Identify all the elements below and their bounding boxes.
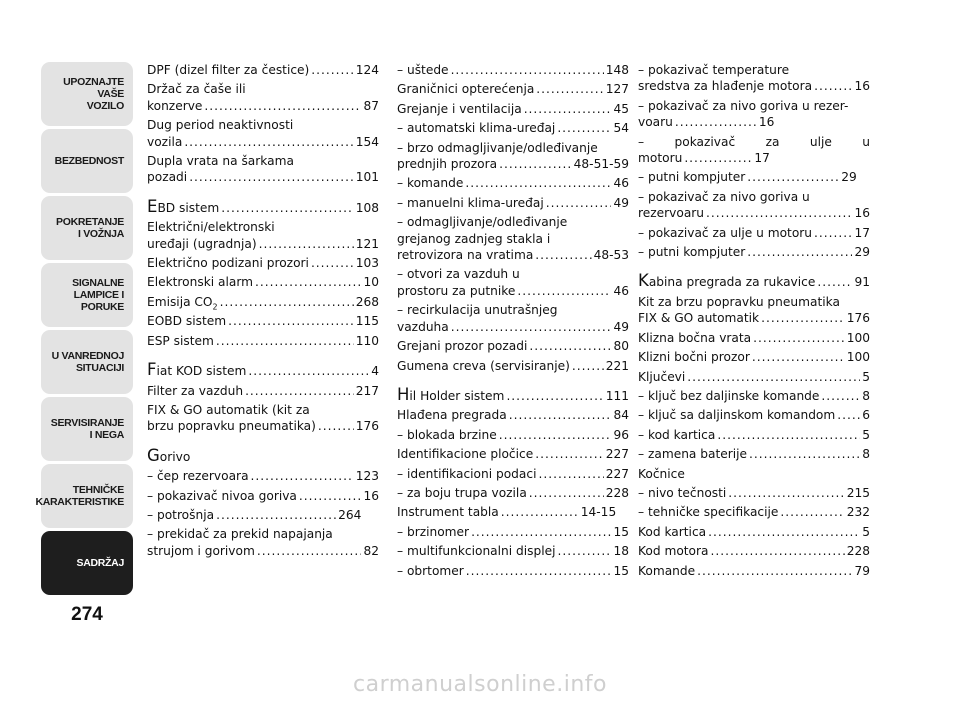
entry-page: 4 xyxy=(371,364,379,379)
index-column-3 xyxy=(638,62,870,582)
index-entry[interactable] xyxy=(397,266,629,299)
entry-label: – kod kartica xyxy=(638,427,716,442)
entry-word: ulje xyxy=(809,134,832,149)
section-letter: F xyxy=(147,360,157,380)
entry-page: 176 xyxy=(846,311,870,326)
entry-label: Hlađena pregrada xyxy=(397,408,507,423)
entry-label: Ključevi xyxy=(638,369,686,384)
entry-label: retrovizora na vratima xyxy=(397,248,534,263)
entry-word: u xyxy=(862,134,870,149)
index-entry[interactable] xyxy=(147,153,379,186)
entry-page: 227 xyxy=(605,447,629,462)
entry-label: brzu popravku pneumatika) xyxy=(147,419,316,434)
entry-page: 6 xyxy=(862,408,870,423)
entry-label: – pokazivač temperature xyxy=(638,63,790,77)
entry-page: 96 xyxy=(613,427,629,442)
entry-label: Kit za brzu popravku pneumatika xyxy=(638,294,840,309)
entry-page: 110 xyxy=(355,333,379,348)
entry-label: – ključ sa daljinskom komandom xyxy=(638,408,836,423)
index-entry[interactable] xyxy=(397,302,629,335)
entry-label: – tehničke specifikacije xyxy=(638,505,779,520)
index-entry[interactable] xyxy=(638,349,870,365)
tab-label: TEHNIČKE KARAKTERISTIKE xyxy=(35,484,124,508)
index-entry[interactable] xyxy=(397,384,629,404)
entry-label: pozadi xyxy=(147,170,188,185)
entry-label: – odmagljivanje/odleđivanje xyxy=(397,215,568,230)
index-entry[interactable] xyxy=(397,120,629,136)
index-entry[interactable] xyxy=(147,362,379,379)
index-entry[interactable] xyxy=(397,524,629,540)
index-entry[interactable] xyxy=(397,81,629,97)
entry-page: 14-15 xyxy=(580,505,617,520)
index-column-2 xyxy=(397,62,629,582)
entry-label: – pokazivač za nivo goriva u rezer- xyxy=(638,98,849,113)
entry-page: 46 xyxy=(613,176,629,191)
entry-label: FIX & GO automatik xyxy=(638,311,760,326)
entry-page: 108 xyxy=(355,200,379,215)
entry-page: 228 xyxy=(846,544,870,559)
entry-label: EOBD sistem xyxy=(147,314,227,329)
entry-label: – pokazivač nivoa goriva xyxy=(147,488,297,503)
entry-label: – nivo tečnosti xyxy=(638,485,727,500)
entry-page: 123 xyxy=(355,469,379,484)
entry-label: Kočnice xyxy=(638,466,685,481)
entry-label: – identifikacioni podaci xyxy=(397,466,537,481)
entry-page: 217 xyxy=(355,383,379,398)
index-entry[interactable] xyxy=(638,369,870,385)
index-entry[interactable] xyxy=(638,485,870,501)
page-number: 274 xyxy=(71,604,103,625)
entry-label: – pokazivač za nivo goriva u xyxy=(638,189,810,204)
index-entry[interactable] xyxy=(638,427,870,443)
entry-page: 101 xyxy=(355,170,379,185)
entry-label: Graničnici opterećenja xyxy=(397,82,535,97)
entry-page: 115 xyxy=(355,314,379,329)
entry-label: – manuelni klima-uređaj xyxy=(397,195,544,210)
index-entry[interactable] xyxy=(147,526,379,559)
entry-label: vozila xyxy=(147,134,183,149)
entry-label: – multifunkcionalni displej xyxy=(397,544,556,559)
entry-page: 16 xyxy=(854,206,870,221)
entry-page: 268 xyxy=(355,294,379,309)
entry-label: Elektronski alarm xyxy=(147,275,254,290)
index-entry[interactable] xyxy=(147,62,379,78)
index-entry[interactable] xyxy=(397,338,629,354)
index-entry[interactable] xyxy=(397,358,629,374)
index-entry[interactable] xyxy=(147,383,379,399)
entry-label: Klizni bočni prozor xyxy=(638,350,750,365)
entry-page: 16 xyxy=(758,115,775,130)
index-entry[interactable] xyxy=(397,427,629,443)
index-entry[interactable] xyxy=(147,255,379,271)
index-entry[interactable] xyxy=(638,225,870,241)
entry-label: Gumena creva (servisiranje) xyxy=(397,358,570,373)
index-entry[interactable] xyxy=(638,134,870,167)
entry-label: Dupla vrata na šarkama xyxy=(147,154,294,169)
entry-label: – komande xyxy=(397,176,464,191)
entry-page: 127 xyxy=(605,82,629,97)
entry-page: 232 xyxy=(846,505,870,520)
entry-page: 16 xyxy=(854,79,870,94)
entry-label: – ključ bez daljinske komande xyxy=(638,388,820,403)
entry-page: 54 xyxy=(613,121,629,136)
entry-page: 5 xyxy=(862,427,870,442)
entry-label: Filter za vazduh xyxy=(147,383,244,398)
entry-page: 17 xyxy=(854,225,870,240)
index-entry[interactable] xyxy=(397,175,629,191)
entry-label: – potrošnja xyxy=(147,507,215,522)
section-letter: G xyxy=(147,445,160,465)
tab-sadrzaj[interactable] xyxy=(41,531,133,595)
index-entry[interactable] xyxy=(397,214,629,263)
index-entry[interactable] xyxy=(638,407,870,423)
index-entry[interactable] xyxy=(147,402,379,435)
entry-page: 48-51-59 xyxy=(573,157,629,172)
entry-label: Grejani prozor pozadi xyxy=(397,339,528,354)
entry-page: 176 xyxy=(355,419,379,434)
index-column-1 xyxy=(147,62,379,562)
index-entry[interactable] xyxy=(638,504,870,520)
index-entry[interactable] xyxy=(397,446,629,462)
index-entry[interactable] xyxy=(638,524,870,540)
entry-page: 121 xyxy=(355,236,379,251)
entry-page: 8 xyxy=(862,388,870,403)
index-entry[interactable] xyxy=(397,407,629,423)
entry-label: prednjih prozora xyxy=(397,157,498,172)
entry-page: 124 xyxy=(355,63,379,77)
entry-label: Kod motora xyxy=(638,544,709,559)
entry-page: 5 xyxy=(862,524,870,539)
entry-label: uređaji (ugradnja) xyxy=(147,236,257,251)
entry-label: Instrument tabla xyxy=(397,505,499,520)
entry-label: abina pregrada za rukavice xyxy=(648,275,816,290)
index-entry[interactable] xyxy=(397,62,629,78)
entry-label: ESP sistem xyxy=(147,333,214,348)
entry-page: 91 xyxy=(854,275,870,290)
index-entry[interactable] xyxy=(147,219,379,252)
index-entry[interactable] xyxy=(147,488,379,504)
entry-page: 228 xyxy=(605,485,629,500)
index-entry[interactable] xyxy=(147,117,379,150)
index-entry[interactable] xyxy=(638,563,870,579)
index-entry[interactable] xyxy=(147,196,379,216)
entry-label: – brzo odmagljivanje/odleđivanje xyxy=(397,140,598,155)
tab-label: U VANREDNOJ SITUACIJI xyxy=(51,350,124,374)
index-entry[interactable] xyxy=(147,333,379,349)
index-entry[interactable] xyxy=(638,169,870,185)
entry-label: BD sistem xyxy=(157,200,220,215)
entry-label: il Holder sistem xyxy=(409,388,505,403)
entry-page: 17 xyxy=(754,151,770,166)
index-entry[interactable] xyxy=(397,101,629,117)
entry-page: 100 xyxy=(846,330,870,345)
entry-page: 48-53 xyxy=(593,248,629,263)
tab-servisiranje-i-nega[interactable] xyxy=(41,397,133,461)
entry-page: 5 xyxy=(862,369,870,384)
index-entry[interactable] xyxy=(147,294,379,310)
index-entry[interactable] xyxy=(147,313,379,329)
subscript: 2 xyxy=(212,302,218,312)
entry-page: 154 xyxy=(355,134,379,149)
entry-label: – za boju trupa vozila xyxy=(397,485,527,500)
entry-label: prostoru za putnike xyxy=(397,283,516,298)
entry-page: 45 xyxy=(613,101,629,116)
entry-page: 49 xyxy=(613,195,629,210)
tab-pokretanje-i-voznja[interactable] xyxy=(41,196,133,260)
entry-page: 103 xyxy=(355,256,379,271)
entry-label: – čep rezervoara xyxy=(147,469,249,484)
entry-page: 29 xyxy=(841,170,857,185)
index-entry[interactable] xyxy=(147,81,379,114)
entry-page: 82 xyxy=(363,543,379,558)
entry-page: 15 xyxy=(613,524,629,539)
index-entry[interactable] xyxy=(397,543,629,559)
entry-label: Držač za čaše ili xyxy=(147,82,246,97)
entry-page: 227 xyxy=(605,466,629,481)
entry-label: voaru xyxy=(638,115,673,130)
entry-label: – recirkulacija unutrašnjeg xyxy=(397,303,558,318)
entry-label: iat KOD sistem xyxy=(156,364,247,379)
entry-page: 46 xyxy=(613,283,629,298)
index-entry[interactable] xyxy=(397,504,629,520)
tab-signalne-lampice[interactable] xyxy=(41,263,133,327)
entry-label: Komande xyxy=(638,563,696,578)
index-entry[interactable] xyxy=(638,543,870,559)
entry-page: 10 xyxy=(363,275,379,290)
entry-label: strujom i gorivom xyxy=(147,543,255,558)
index-entry[interactable] xyxy=(638,388,870,404)
entry-page: 215 xyxy=(846,485,870,500)
index-entry[interactable] xyxy=(638,294,870,327)
entry-label: Grejanje i ventilacija xyxy=(397,101,522,116)
tab-upoznajte-vase-vozilo[interactable] xyxy=(41,62,133,126)
chapter-sidebar xyxy=(35,62,133,598)
index-entry[interactable] xyxy=(638,244,870,260)
index-entry[interactable] xyxy=(397,563,629,579)
entry-page: 79 xyxy=(854,563,870,578)
entry-label: – blokada brzine xyxy=(397,427,497,442)
entry-page: 80 xyxy=(613,339,629,354)
entry-label: Kod kartica xyxy=(638,524,707,539)
index-entry[interactable] xyxy=(638,273,870,290)
tab-label: UPOZNAJTE VAŠE VOZILO xyxy=(63,76,124,112)
index-entry[interactable] xyxy=(638,189,870,222)
entry-page: 264 xyxy=(338,507,362,522)
index-entry[interactable] xyxy=(397,195,629,211)
index-entry[interactable] xyxy=(638,466,870,482)
entry-label: rezervoaru xyxy=(638,206,705,221)
entry-label: – pokazivač za ulje u motoru xyxy=(638,225,813,240)
entry-word: pokazivač xyxy=(674,134,736,149)
entry-label: – automatski klima-uređaj xyxy=(397,121,556,136)
entry-label: konzerve xyxy=(147,98,203,113)
entry-label: – uštede xyxy=(397,63,449,77)
entry-page: 8 xyxy=(862,447,870,462)
entry-label: Klizna bočna vrata xyxy=(638,330,752,345)
entry-label: orivo xyxy=(159,449,191,464)
index-entry[interactable] xyxy=(638,330,870,346)
index-entry[interactable] xyxy=(638,62,870,95)
entry-page: 29 xyxy=(854,245,870,260)
index-entry[interactable] xyxy=(147,274,379,290)
entry-label: – obrtomer xyxy=(397,563,464,578)
index-entry[interactable] xyxy=(638,446,870,462)
entry-label: – brzinomer xyxy=(397,524,470,539)
entry-page: 18 xyxy=(613,544,629,559)
entry-label: grejanog zadnjeg stakla i xyxy=(397,231,551,246)
entry-word: za xyxy=(765,134,780,149)
entry-label: FIX & GO automatik (kit za xyxy=(147,402,310,417)
entry-label: – prekidač za prekid napajanja xyxy=(147,527,333,542)
tab-label: SERVISIRANJE I NEGA xyxy=(50,417,124,441)
section-letter: E xyxy=(147,196,158,216)
tab-label: SIGNALNE LAMPICE I PORUKE xyxy=(72,277,124,313)
entry-label: vazduha xyxy=(397,319,449,334)
entry-page: 148 xyxy=(605,63,629,77)
tab-bezbednost[interactable] xyxy=(41,129,133,193)
entry-page: 16 xyxy=(363,488,379,503)
tab-label: POKRETANJE I VOŽNJA xyxy=(56,216,124,240)
entry-label: sredstva za hlađenje motora xyxy=(638,79,813,94)
entry-page: 49 xyxy=(613,319,629,334)
tab-u-vanrednoj-situaciji[interactable] xyxy=(41,330,133,394)
entry-page: 87 xyxy=(363,98,379,113)
entry-label: Dug period neaktivnosti xyxy=(147,118,294,133)
entry-page: 100 xyxy=(846,350,870,365)
index-entry[interactable] xyxy=(638,98,870,131)
entry-page: 221 xyxy=(605,358,629,373)
entry-page: 15 xyxy=(613,563,629,578)
entry-label: – putni kompjuter xyxy=(638,170,746,185)
tab-tehnicke-karakteristike[interactable] xyxy=(35,464,133,528)
index-entry[interactable] xyxy=(397,466,629,482)
index-entry[interactable] xyxy=(147,468,379,484)
section-letter: H xyxy=(397,384,410,404)
entry-label: Identifikacione pločice xyxy=(397,447,534,462)
tab-label: BEZBEDNOST xyxy=(54,155,124,167)
entry-page: 84 xyxy=(613,408,629,423)
watermark-text: carmanualsonline.info xyxy=(353,672,607,697)
index-entry[interactable] xyxy=(147,445,379,465)
entry-label: motoru xyxy=(638,151,683,166)
entry-label: Električni/elektronski xyxy=(147,220,275,235)
index-entry[interactable] xyxy=(397,140,629,173)
entry-label: Emisija CO xyxy=(147,294,213,309)
entry-word: – xyxy=(638,134,645,149)
index-entry[interactable] xyxy=(147,507,379,523)
entry-label: – putni kompjuter xyxy=(638,245,746,260)
entry-page: 111 xyxy=(605,388,629,403)
entry-label: DPF (dizel filter za čestice) xyxy=(147,63,310,77)
section-letter: K xyxy=(638,271,649,291)
index-entry[interactable] xyxy=(397,485,629,501)
entry-label: Električno podizani prozori xyxy=(147,256,309,271)
entry-label: – zamena baterije xyxy=(638,447,748,462)
entry-label: – otvori za vazduh u xyxy=(397,267,520,282)
tab-label: SADRŽAJ xyxy=(76,557,124,569)
